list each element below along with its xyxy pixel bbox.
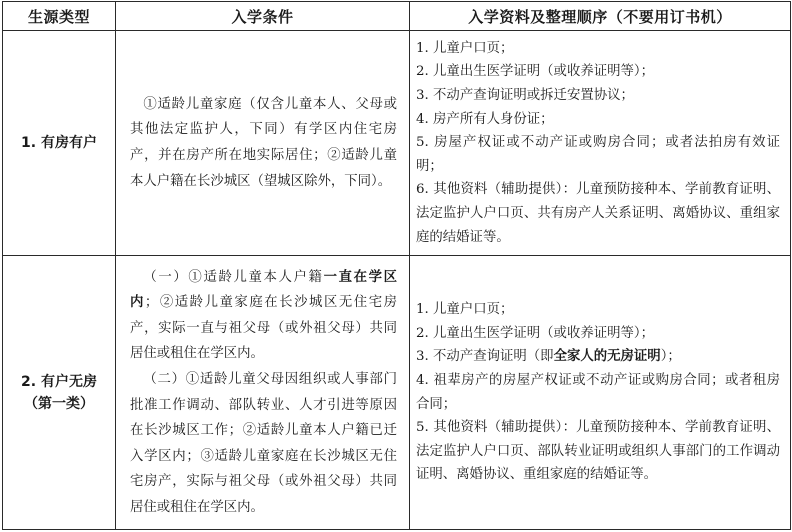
row2-condition-1: （一）①适龄儿童本人户籍一直在学区内；②适龄儿童家庭在长沙城区无住宅房产，实际一直与祖父母（或外祖父母）共同居住或租住在学区内。 (130, 269, 398, 362)
row1-condition-text: ①适龄儿童家庭（仅含儿童本人、父母或其他法定监护人，下同）有学区内住宅房产，并在房产所在地实际居住；②适龄儿童本人户籍在长沙城区（望城区除外，下同）。 (130, 96, 397, 189)
row2-condition-2: （二）①适龄儿童父母因组织或人事部门批准工作调动、部队转业、人才引进等原因在长沙城区工作；②适龄儿童本人户籍已迁入学区内；③适龄儿童家庭在长沙城区无住宅房产，实际与祖父母（或外祖父母）共同居住或租住在学区内。 (130, 371, 397, 515)
enrollment-table (2, 1, 791, 530)
list-item: 3. 不动产查询证明（即全家人的无房证明）； (416, 349, 681, 365)
list-item: 2. 儿童出生医学证明（或收养证明等）； (416, 325, 654, 341)
list-item: 3. 不动产查询证明或拆迁安置协议； (416, 88, 634, 104)
row1-type (3, 31, 116, 256)
row2-type-label: 2. 有户无房 (21, 373, 97, 390)
list-item: 4. 祖辈房产的房屋产权证或不动产证或购房合同；或者租房合同； (416, 372, 780, 412)
list-item: 5. 其他资料（辅助提供）：儿童预防接种本、学前教育证明、法定监护人户口页、部队转业证明或组织人事部门的工作调动证明、离婚协议、重组家庭的结婚证等。 (416, 420, 780, 483)
row2-documents (410, 256, 791, 530)
table-row (3, 31, 791, 256)
header-documents: 入学资料及整理顺序（不要用订书机） (410, 2, 791, 31)
list-item: 6. 其他资料（辅助提供）：儿童预防接种本、学前教育证明、法定监护人户口页、共有房产人关系证明、离婚协议、重组家庭的结婚证等。 (416, 182, 780, 245)
row2-type-sublabel: （第一类） (24, 395, 94, 412)
header-row (3, 2, 791, 31)
row2-conditions (116, 256, 410, 530)
row1-conditions (116, 31, 410, 256)
table-row (3, 256, 791, 530)
emphasis-text: 一直在学区内 (130, 269, 398, 311)
row2-type (3, 256, 116, 530)
list-item: 1. 儿童户口页； (416, 302, 514, 318)
header-conditions: 入学条件 (116, 2, 410, 31)
row1-type-label: 1. 有房有户 (21, 135, 97, 151)
emphasis-text: 全家人的无房证明 (553, 349, 661, 365)
list-item: 5. 房屋产权证或不动产证或购房合同；或者法拍房有效证明； (416, 135, 780, 174)
list-item: 1. 儿童户口页； (416, 40, 514, 56)
header-student-type: 生源类型 (3, 2, 116, 31)
list-item: 4. 房产所有人身份证； (416, 111, 554, 127)
list-item: 2. 儿童出生医学证明（或收养证明等）； (416, 64, 654, 80)
row1-documents (410, 31, 791, 256)
